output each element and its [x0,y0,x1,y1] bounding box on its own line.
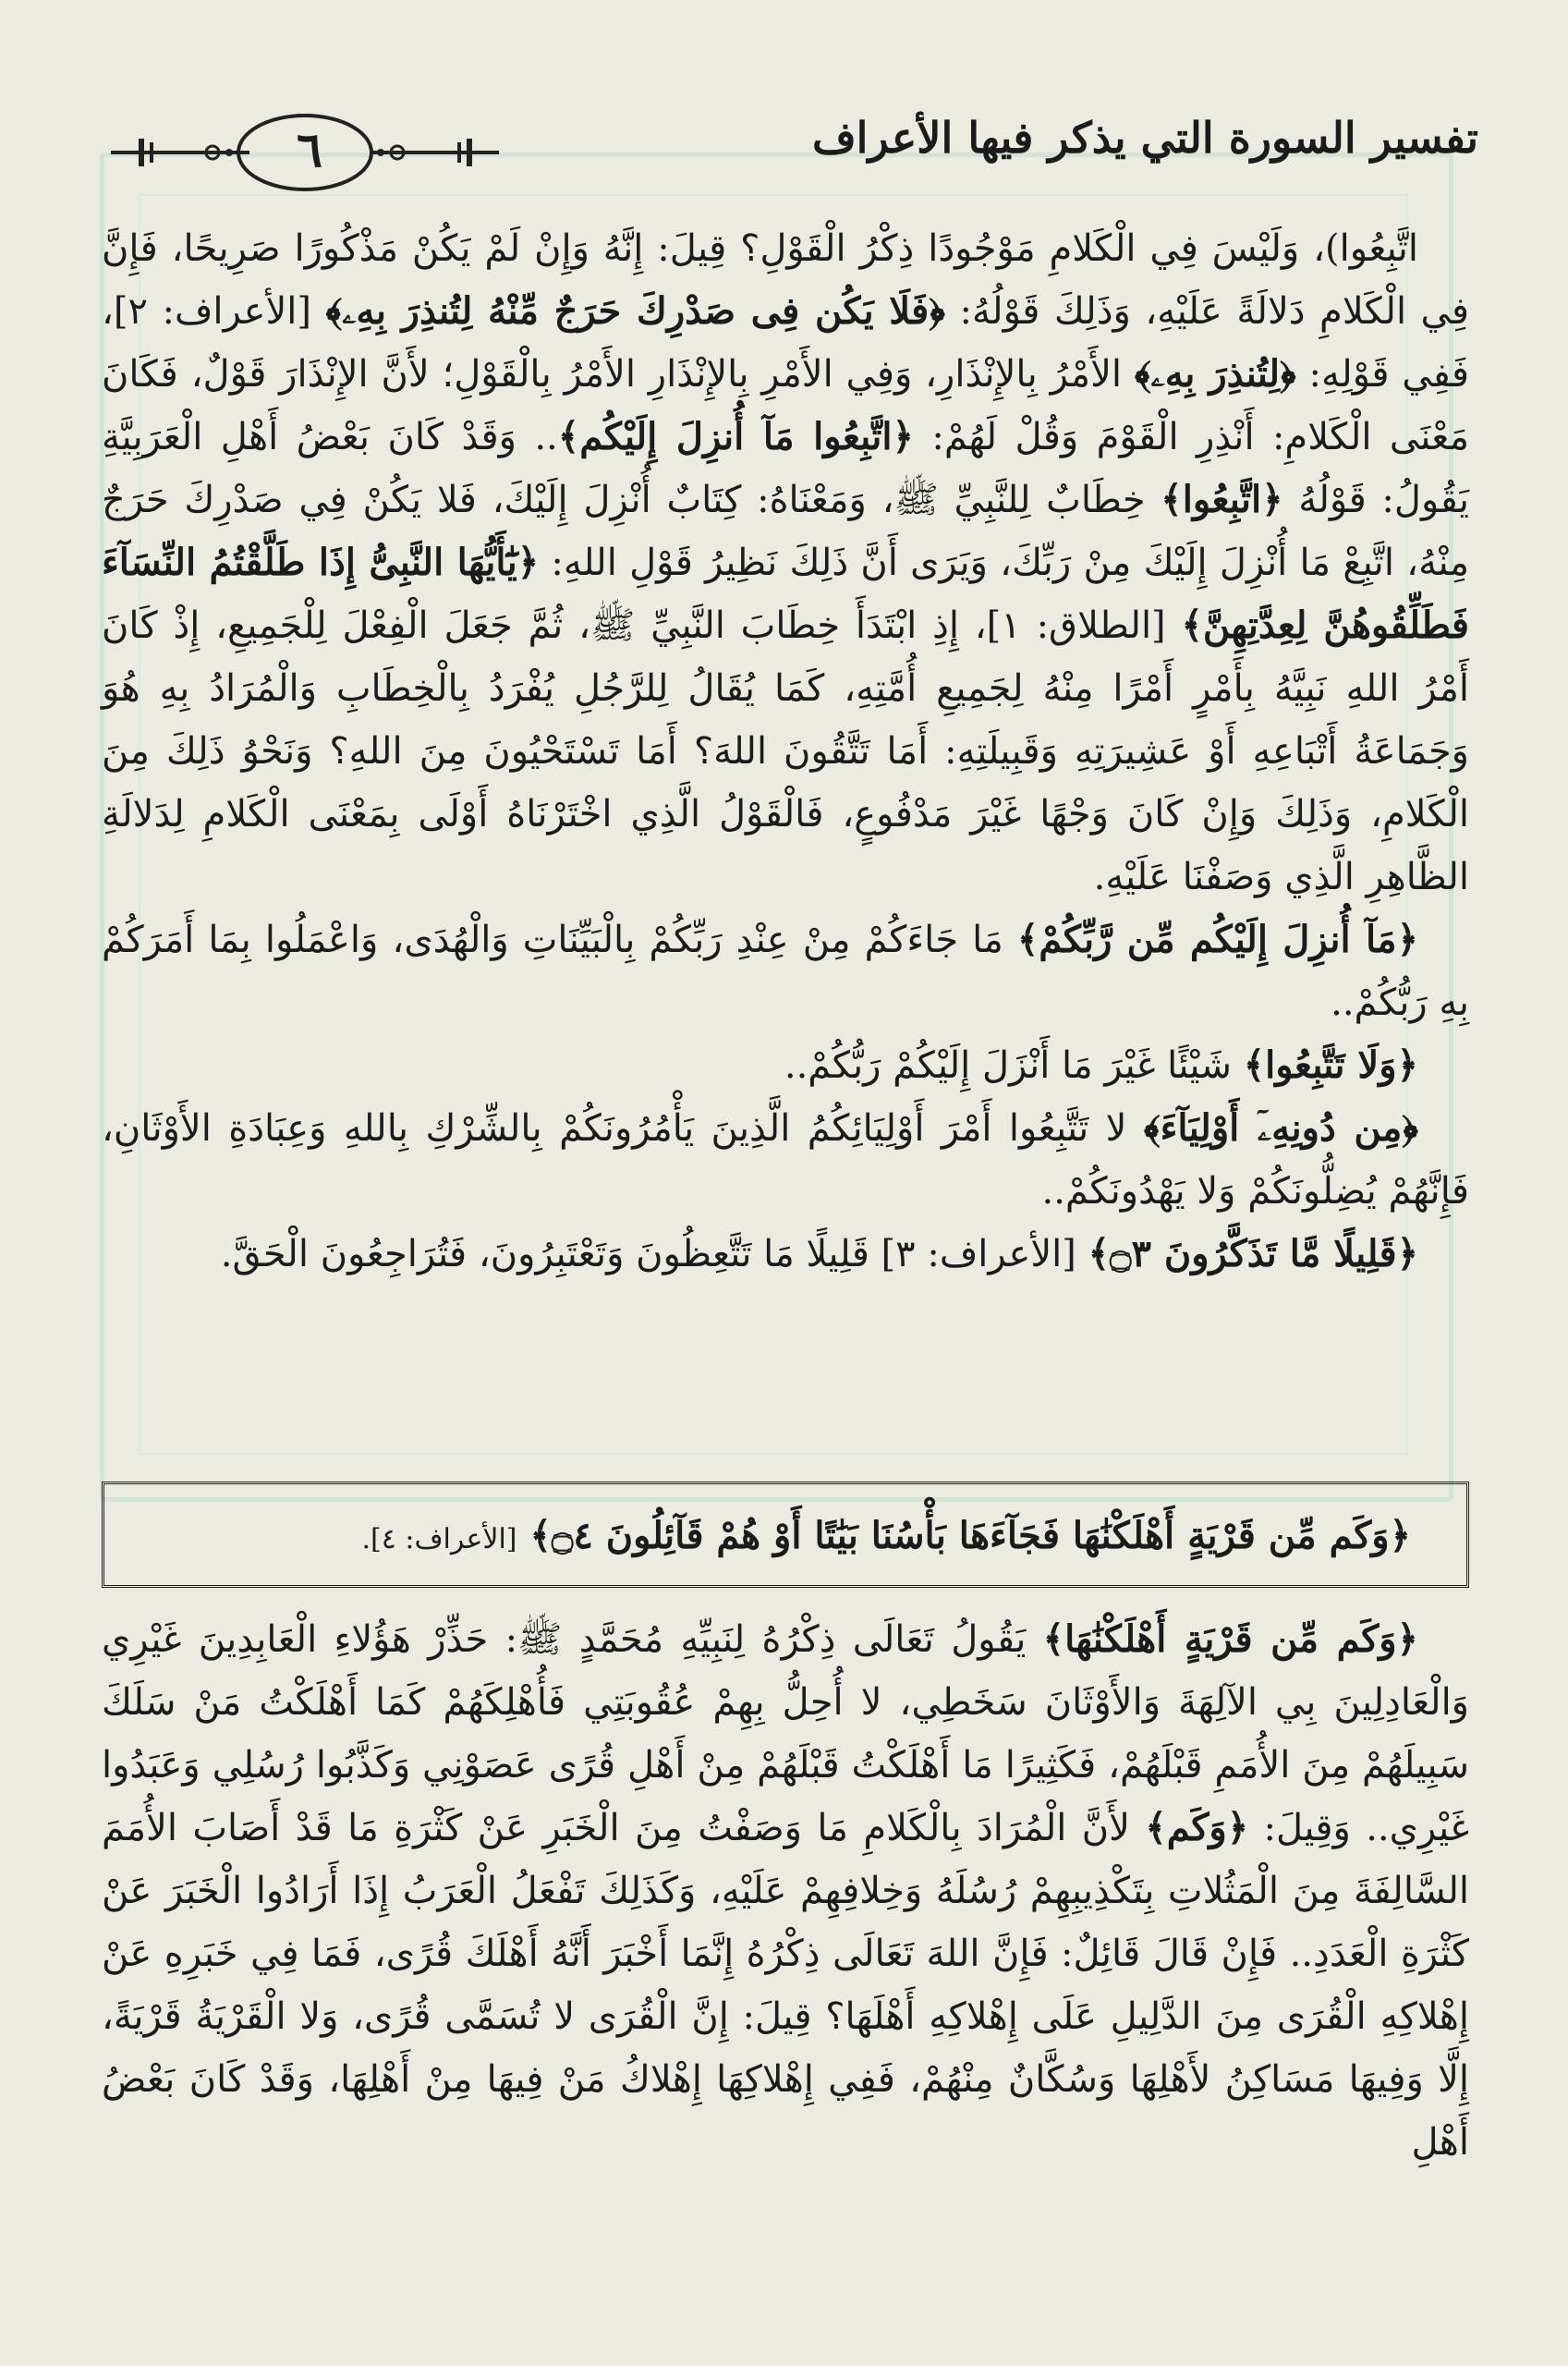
quran-quote: ﴿وَلَا تَتَّبِعُوا﴾ [1243,1043,1418,1087]
quran-quote: ﴿اتَّبِعُوا﴾ [1161,478,1283,521]
paragraph [102,909,1469,1034]
body-text-top [102,217,1469,1286]
paragraph-text: اتَّبِعُوا)، وَلَيْسَ فِي الْكَلامِ مَوْجُودًا ذِكْرُ الْقَوْلِ؟ قِيلَ: إِنَّهُ وَإِنْ لَمْ يَكُنْ مَذْكُورًا صَرِيحًا، فَإِنَّ فِي الْكَلامِ دَلالَةً عَلَيْهِ، وَذَلِكَ قَوْلُهُ: [102,227,1470,333]
paragraph-text: .. وَقَدْ كَانَ بَعْضُ أَهْلِ الْعَرَبِيَّةِ يَقُولُ: قَوْلُهُ [102,416,1469,521]
paragraph [102,217,1469,909]
quran-quote: ﴿مَآ أُنزِلَ إِلَيْكُم مِّن رَّبِّكُمْ﴾ [1016,918,1419,961]
page-number: ٦ [297,122,322,178]
quran-quote: ﴿وَكَم﴾ [1145,1806,1249,1849]
paragraph-text: [الأعراف: ٢]، فَفِي قَوْلِهِ: [102,290,1469,396]
paragraph-text: يَقُولُ تَعَالَى ذِكْرُهُ لِنَبِيِّهِ مُحَمَّدٍ ﷺ: حَذِّرْ هَؤُلاءِ الْعَابِدِينَ غَيْرِي وَالْعَادِلِينَ بِي الآلِهَةَ وَالأَوْثَانَ سَخَطِي، لا أُحِلُّ بِهِمْ عُقُوبَتِي فَأُهْلِكَهُمْ كَمَا أَهْلَكْتُ مَنْ سَلَكَ سَبِيلَهُمْ مِنَ الأُمَمِ قَبْلَهُمْ، فَكَثِيرًا مَا أَهْلَكْتُ قَبْلَهُمْ مِنْ أَهْلِ قُرًى عَصَوْنِي وَكَذَّبُوا رُسُلِي وَعَبَدُوا غَيْرِي.. وَقِيلَ: [102,1618,1469,1849]
quran-quote: ﴿مِن دُونِهِۦٓ أَوْلِيَآءَ﴾ [1143,1106,1418,1150]
paragraph [102,1608,1469,2174]
paragraph-text: الأَمْرُ بِالإِنْذَارِ، وَفِي الأَمْرِ بِالإِنْذَارِ الأَمْرُ بِالْقَوْلِ؛ لأَنَّ الإِنْذَارَ قَوْلٌ، فَكَانَ مَعْنَى الْكَلامِ: أَنْذِرِ الْقَوْمَ وَقُلْ لَهُمْ: [102,353,1469,458]
quran-quote: ﴿اتَّبِعُوا مَآ أُنزِلَ إِلَيْكُم﴾ [557,415,914,458]
quran-quote: ﴿يَٰٓأَيُّهَا النَّبِىُّ إِذَا طَلَّقْتُمُ النِّسَآءَ فَطَلِّقُوهُنَّ لِعِدَّتِهِنَّ﴾ [102,541,1470,647]
paragraph [102,1097,1469,1223]
page-header [102,102,1478,203]
paragraph-text: لا تَتَّبِعُوا أَمْرَ أَوْلِيَائِكُمُ الَّذِينَ يَأْمُرُونَكُمْ بِالشِّرْكِ بِاللهِ وَعِبَادَةِ الأَوْثَانِ، فَإِنَّهُمْ يُضِلُّونَكُمْ وَلا يَهْدُونَكُمْ.. [102,1107,1469,1213]
paragraph-text: شَيْئًا غَيْرَ مَا أَنْزَلَ إِلَيْكُمْ رَبُّكُمْ.. [784,1044,1244,1087]
paragraph-text: [الطلاق: ١]، إِذِ ابْتَدَأَ خِطَابَ النَّبِيِّ ﷺ، ثُمَّ جَعَلَ الْفِعْلَ لِلْجَمِيعِ، إِذْ كَانَ أَمْرُ اللهِ نَبِيَّهُ بِأَمْرٍ أَمْرًا مِنْهُ لِجَمِيعِ أُمَّتِهِ، كَمَا يُقَالُ لِلرَّجُلِ يُفْرَدُ بِالْخِطَابِ وَالْمُرَادُ بِهِ هُوَ وَجَمَاعَةُ أَتْبَاعِهِ أَوْ عَشِيرَتِهِ وَقَبِيلَتِهِ: أَمَا تَتَّقُونَ اللهَ؟ أَمَا تَسْتَحْيُونَ مِنَ اللهِ؟ وَنَحْوُ ذَلِكَ مِنَ الْكَلامِ، وَذَلِكَ وَإِنْ كَانَ وَجْهًا غَيْرَ مَدْفُوعٍ، فَالْقَوْلُ الَّذِي اخْتَرْنَاهُ أَوْلَى بِمَعْنَى الْكَلامِ لِدَلالَةِ الظَّاهِرِ الَّذِي وَصَفْنَا عَلَيْهِ. [102,604,1469,898]
paragraph-text: [الأعراف: ٣] قَلِيلًا مَا تَتَّعِظُونَ وَتَعْتَبِرُونَ، فَتُرَاجِعُونَ الْحَقَّ. [220,1233,1088,1275]
paragraph [102,1223,1469,1286]
paragraph-text: لأَنَّ الْمُرَادَ بِالْكَلامِ مَا وَصَفْتُ مِنَ الْخَبَرِ عَنْ كَثْرَةِ مَا قَدْ أَصَابَ الأُمَمَ السَّالِفَةَ مِنَ الْمَثُلاتِ بِتَكْذِيبِهِمْ رُسُلَهُ وَخِلافِهِمْ عَلَيْهِ، وَكَذَلِكَ تَفْعَلُ الْعَرَبُ إِذَا أَرَادُوا الْخَبَرَ عَنْ كَثْرَةِ الْعَدَدِ.. فَإِنْ قَالَ قَائِلٌ: فَإِنَّ اللهَ تَعَالَى ذِكْرُهُ إِنَّمَا أَخْبَرَ أَنَّهُ أَهْلَكَ قُرًى، فَمَا فِي خَبَرِهِ عَنْ إِهْلاكِهِ الْقُرَى مِنَ الدَّلِيلِ عَلَى إِهْلاكِهِ أَهْلَهَا؟ قِيلَ: إِنَّ الْقُرَى لا تُسَمَّى قُرًى، وَلا الْقَرْيَةُ قَرْيَةً، إِلَّا وَفِيهَا مَسَاكِنُ لأَهْلِهَا وَسُكَّانٌ مِنْهُمْ، فَفِي إِهْلاكِهَا إِهْلاكُ مَنْ فِيهَا مِنْ أَهْلِهَا، وَقَدْ كَانَ بَعْضُ أَهْلِ [102,1807,1469,2164]
quran-quote: ﴿فَلَا يَكُن فِى صَدْرِكَ حَرَجٌ مِّنْهُ لِتُنذِرَ بِهِۦ﴾ [325,289,945,333]
body-text-bottom [102,1608,1469,2174]
boxed-verse [102,1482,1469,1588]
quran-quote: ﴿لِتُنذِرَ بِهِۦ﴾ [1134,352,1296,396]
boxed-verse-text: ﴿وَكَم مِّن قَرْيَةٍ أَهْلَكْنَٰهَا فَجَآءَهَا بَأْسُنَا بَيَٰتًا أَوْ هُمْ قَآئِلُونَ ۝٤﴾ [529,1514,1411,1557]
boxed-verse-ref: [الأعراف: ٤]. [361,1523,517,1555]
paragraph [102,1034,1469,1097]
paragraph-text: خِطَابٌ لِلنَّبِيِّ ﷺ، وَمَعْنَاهُ: كِتَابٌ أُنْزِلَ إِلَيْكَ، فَلا يَكُنْ فِي صَدْرِكَ حَرَجٌ مِنْهُ، اتَّبِعْ مَا أُنْزِلَ إِلَيْكَ مِنْ رَبِّكَ، وَيَرَى أَنَّ ذَلِكَ نَظِيرُ قَوْلِ اللهِ: [102,479,1470,584]
paragraph-text: مَا جَاءَكُمْ مِنْ عِنْدِ رَبِّكُمْ بِالْبَيِّنَاتِ وَالْهُدَى، وَاعْمَلُوا بِمَا أَمَرَكُمْ بِهِ رَبُّكُمْ.. [102,919,1469,1024]
running-title: تفسير السورة التي يذكر فيها الأعراف [812,113,1478,163]
quran-quote: ﴿وَكَم مِّن قَرْيَةٍ أَهْلَكْنَٰهَا﴾ [1042,1617,1418,1661]
quran-quote: ﴿قَلِيلًا مَّا تَذَكَّرُونَ ۝٣﴾ [1088,1232,1418,1275]
